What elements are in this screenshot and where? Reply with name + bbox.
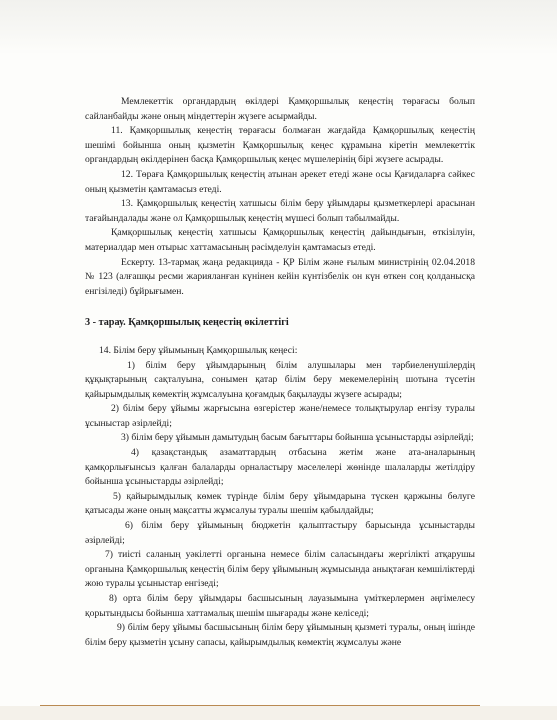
list-item: 3) білім беру ұйымын дамытудың басым бағыттары бойынша ұсыныстарды әзірлейді; xyxy=(121,432,474,444)
section-heading: 3 - тарау. Қамқоршылық кеңестің өкілеттігі xyxy=(85,317,289,329)
scan-bottom-edge xyxy=(0,706,557,720)
paragraph-item-12: 12. Төраға Қамқоршылық кеңестің атынан әрекет етеді және осы Қағидаларға сәйкес оның қызметін қамтамасыз етеді. xyxy=(85,168,475,195)
list-item: 6) білім беру ұйымының бюджетін қалыптастыру барысында ұсыныстарды әзірлейді; xyxy=(85,520,475,546)
list-item: 8) орта білім беру ұйымдары басшысының лауазымына үміткерлермен әңгімелесу қорытындысы бойынша хаттамалық шешім шығарады және келіседі; xyxy=(85,593,475,619)
list-item: 1) білім беру ұйымдарының білім алушылары мен тәрбиеленушілердің құқықтарының сақталуына, сонымен қатар білім беру мекемелерінің шотына түсетін қайырымдылық көмектің жұмсалуына қоғамдық бақылауды жүзеге асырады; xyxy=(85,359,475,400)
paragraph-item-13: 13. Қамқоршылық кеңестің хатшысы білім беру ұйымдары қызметкерлері арасынан тағайындалады және ол Қамқоршылық кеңестің мүшесі болып табылмайды. xyxy=(85,198,475,224)
list-item: 2) білім беру ұйымы жарғысына өзгерістер және/немесе толықтырулар енгізу туралы ұсыныстар әзірлейді; xyxy=(85,403,475,429)
document-body xyxy=(85,95,475,650)
paragraph-secretary-duties: Қамқоршылық кеңестің хатшысы Қамқоршылық кеңестің дайындығын, өткізілуін, материалдар мен отырыс хаттамасының рәсімделуін қамтамасыз етеді. xyxy=(85,227,475,253)
scan-top-shadow xyxy=(0,0,557,55)
list-item: 9) білім беру ұйымы басшысының білім беру ұйымының қызметі туралы, оның ішінде білім беру қызметін ұсыну сапасы, қайырымдылық көмектің жұмсалуы және xyxy=(85,622,475,648)
paragraph-item-11: 11. Қамқоршылық кеңестің төрағасы болмаған жағдайда Қамқоршылық кеңестің шешімі бойынша оның қызметін Қамқоршылық кеңес құрамына кіретін мемлекеттік органдардың өкілдерінен басқа Қамқоршылық кеңес мүшелерінің бірі жүзеге асырады. xyxy=(85,125,475,166)
paragraph-state-representatives: Мемлекеттік органдардың өкілдері Қамқоршылық кеңестің төрағасы болып сайланбайды және оның міндеттерін жүзеге асырмайды. xyxy=(85,96,475,122)
paragraph-item-14: 14. Білім беру ұйымының Қамқоршылық кеңесі: xyxy=(99,344,298,356)
list-item: 7) тиісті саланың уәкілетті органына немесе білім саласындағы жергілікті атқарушы органына Қамқоршылық кеңестің білім беру ұйымының жұмысында анықтаған кемшіліктерді жою туралы ұсыныстар енгізеді; xyxy=(85,549,475,590)
paragraph-note: Ескерту. 13-тармақ жаңа редакцияда - ҚР Білім және ғылым министрінің 02.04.2018 № 123 (алғашқы ресми жарияланған күнінен кейін күнтізбелік он күн өткен соң қолданысқа енгізіледі) бұйрығымен. xyxy=(85,256,475,297)
list-item: 4) қазақстандық азаматтардың отбасына жетім және ата-аналарының қамқорлығынсыз қалған балаларды орналастыру мәселелері жөнінде шалаларды жетілдіру бойынша ұсыныстарды әзірлейді; xyxy=(85,447,475,488)
list-item: 5) қайырымдылық көмек түрінде білім беру ұйымдарына түскен қаржыны бөлуге қатысады және оның мақсатты жұмсалуы туралы шешім қабылдайды; xyxy=(85,490,475,517)
